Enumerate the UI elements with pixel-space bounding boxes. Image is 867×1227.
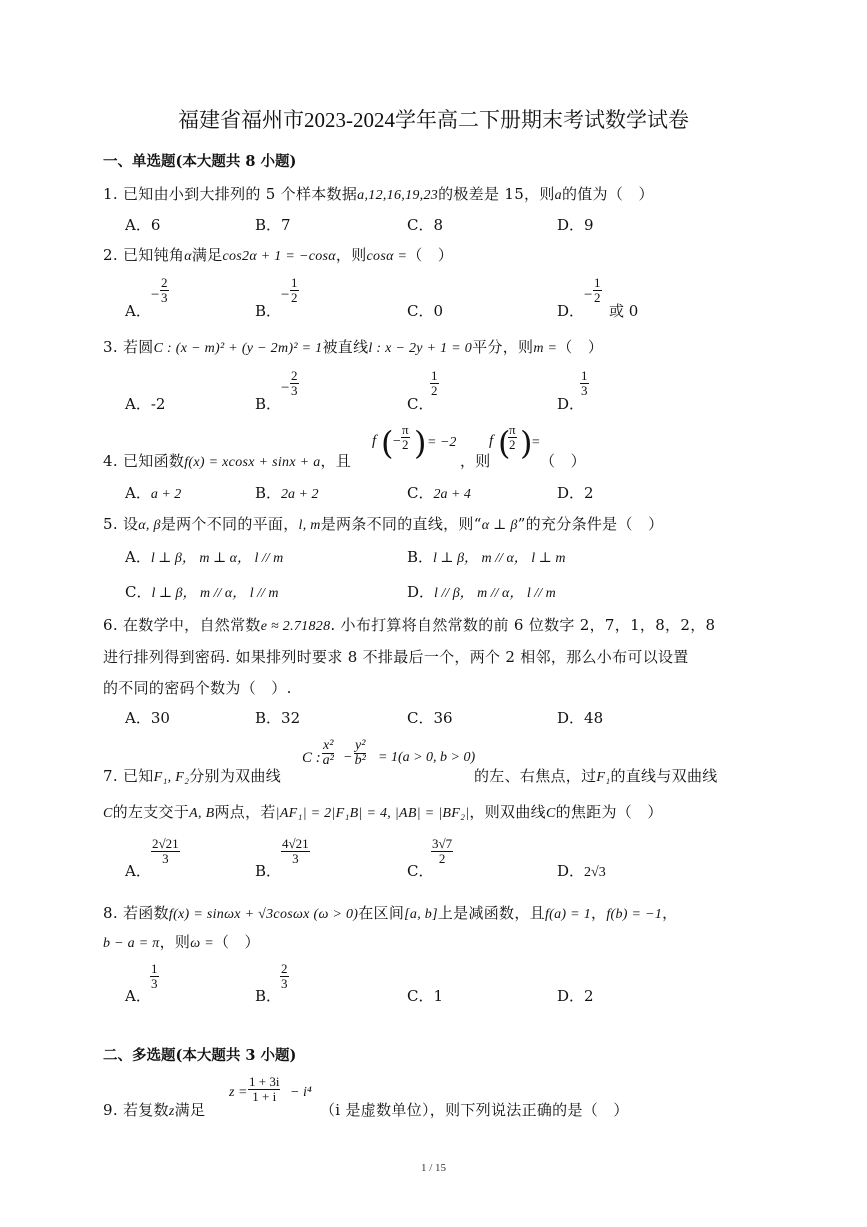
q7-option-d (557, 860, 606, 881)
question-3-line: l : x − 2y + 1 = 0 (368, 341, 473, 356)
fraction-numerator: x² (323, 738, 334, 753)
q8-option-b-fraction (280, 962, 289, 991)
fraction-denominator: 3 (162, 851, 169, 866)
question-2-stem: 2. 已知钝角 (103, 246, 185, 264)
q2-option-d-sign: − (583, 287, 594, 303)
question-9-var: z (168, 1104, 175, 1119)
option-value: l ⊥ β， m // α， l // m (151, 586, 279, 601)
q8-option-b-label: B． (255, 987, 282, 1005)
option-value: a + 2 (150, 487, 182, 502)
q1-option-d: D．9 (557, 216, 594, 234)
q6-option-d: D．48 (557, 709, 604, 727)
question-1-tail: 的极差是 15，则 (438, 185, 555, 203)
q4-option-d: D．2 (557, 484, 594, 502)
q4-option-c (407, 482, 471, 503)
q3-option-b-sign: − (280, 380, 291, 396)
question-7-text-b: 的左支交于 (112, 803, 190, 821)
fraction-denominator: a² (322, 753, 334, 768)
fraction-numerator: 1 + 3i (249, 1074, 280, 1089)
option-value: 2a + 2 (281, 487, 319, 502)
question-4-mid: ，且 (320, 452, 352, 470)
fraction-numerator: 2√21 (152, 836, 179, 851)
question-7-tail (474, 765, 718, 786)
question-8: 8. 若函数f(x) = sinωx + √3cosωx (ω > 0)在区间[a, b]上是减函数，且f(a) = 1，f(b) = −1， (103, 904, 678, 922)
question-8-comma: ， (591, 904, 607, 922)
fraction-numerator: 2 (281, 961, 288, 976)
fraction-numerator: 3√7 (432, 836, 453, 851)
question-8-fb: f(b) = −1 (606, 907, 663, 922)
q3-option-a: A．-2 (125, 395, 166, 413)
section-heading-single-choice: 一、单选题(本大题共 8 小题) (103, 153, 297, 170)
q4-cond-result: = −2 (427, 435, 457, 450)
question-7-end-1: 的直线与双曲线 (610, 767, 718, 785)
question-7-foci: F₁, F₂ (153, 770, 190, 785)
question-3-ask: m = (533, 341, 558, 356)
question-9-text: 9. 若复数 (103, 1101, 169, 1119)
q7-option-c-fraction (431, 837, 453, 866)
question-8-function: f(x) = sinωx + √3cosωx (ω > 0) (168, 907, 359, 922)
q3-option-c-fraction (430, 369, 439, 398)
q7-hyperbola-label: C : (302, 750, 321, 766)
q6-option-b: B．32 (255, 709, 301, 727)
question-2-end: （ ） (407, 246, 454, 264)
q3-option-d-fraction (580, 369, 589, 398)
question-7-tail-text: 的左、右焦点，过 (474, 767, 597, 785)
question-8-tail: 上是减函数，且 (437, 904, 545, 922)
q7-hyperbola-minus: − (343, 750, 353, 765)
fraction-denominator: 2 (431, 383, 438, 398)
q4-cond-paren-open: ( (381, 424, 394, 462)
option-value: l // β， m // α， l // m (434, 586, 556, 601)
question-5-condition: α ⊥ β (481, 518, 518, 533)
question-4-stem: 4. 已知函数 (103, 452, 185, 470)
q7-option-a-fraction (151, 837, 180, 866)
question-8-condition: b − a = π (103, 936, 160, 951)
question-2-mid: 满足 (191, 246, 223, 264)
q9-eq-left: z = (229, 1085, 248, 1100)
question-6-text-b: . 小布打算将自然常数的前 6 位数字 2，7，1，8，2，8 (330, 616, 716, 634)
q4-ask-equals: = (531, 435, 541, 450)
question-7-condition: |AF₁| = 2|F₁B| = 4, |AB| = |BF₂| (275, 806, 470, 821)
q1-option-c: C．8 (407, 216, 444, 234)
q4-ask-paren-open: ( (498, 424, 511, 462)
option-value: l ⊥ β， m ⊥ α， l // m (150, 551, 284, 566)
page-number: 1 / 15 (420, 1162, 447, 1174)
q4-cond-fraction (401, 423, 410, 452)
question-9-mid: 满足 (174, 1101, 206, 1119)
exam-title: 福建省福州市2023-2024学年高二下册期末考试数学试卷 (178, 108, 689, 132)
question-6-e-constant: e ≈ 2.71828 (260, 619, 331, 634)
question-4-function: f(x) = xcosx + sinx + a (184, 455, 321, 470)
q7-hyperbola-rhs: = 1(a > 0, b > 0) (378, 750, 476, 765)
fraction-denominator: 3 (292, 851, 299, 866)
question-3 (103, 336, 603, 357)
question-7-stem (103, 765, 281, 786)
fraction-denominator: 3 (151, 976, 158, 991)
option-label: D． (557, 862, 585, 880)
question-7-c-2: C (545, 806, 556, 821)
q1-option-a: A．6 (125, 216, 161, 234)
option-label: A． (125, 484, 151, 502)
q4-option-b (255, 482, 318, 503)
fraction-numerator: 2 (291, 368, 298, 383)
fraction-denominator: 2 (594, 290, 601, 305)
question-7-text-d: ，则双曲线 (469, 803, 546, 821)
question-5-lines: l, m (298, 518, 321, 533)
option-label: B． (407, 548, 434, 566)
question-6-line-2: 进行排列得到密码. 如果排列时要求 8 不排最后一个，两个 2 相邻，那么小布可以设置 (103, 648, 689, 666)
fraction-numerator: 1 (151, 961, 158, 976)
q9-eq-right: − i⁴ (290, 1085, 312, 1100)
fraction-denominator: 3 (581, 383, 588, 398)
question-8-stem: 8. 若函数 (103, 904, 169, 922)
question-9-tail: （i 是虚数单位），则下列说法正确的是（ ） (320, 1101, 629, 1119)
q3-option-b-label: B． (255, 395, 282, 413)
q5-option-b (407, 546, 565, 567)
question-2-tail: ，则 (335, 246, 367, 264)
fraction-numerator: π (509, 422, 516, 437)
question-8-line-2 (103, 931, 260, 952)
question-1-math: a,12,16,19,23 (357, 188, 439, 203)
question-5-planes: α, β (138, 518, 161, 533)
question-5-mid: 是两个不同的平面， (160, 515, 299, 533)
question-2-var: α (184, 249, 192, 264)
q4-option-a (125, 482, 181, 503)
question-1-stem: 1. 已知由小到大排列的 5 个样本数据 (103, 185, 358, 203)
question-3-circle: C : (x − m)² + (y − 2m)² = 1 (153, 341, 323, 356)
q4-cond-minus: − (392, 434, 402, 449)
question-9-stem (103, 1099, 205, 1120)
fraction-denominator: 2 (291, 290, 298, 305)
question-7-points: A, B (189, 806, 215, 821)
question-7-text: 7. 已知 (103, 767, 154, 785)
option-value: l ⊥ β， m // α， l ⊥ m (433, 551, 566, 566)
q4-ask-fraction (508, 423, 517, 452)
question-7-line-2 (103, 801, 663, 822)
q7-hyperbola-x-fraction (322, 739, 334, 768)
question-5 (103, 513, 663, 534)
q4-cond-f: f (372, 433, 377, 449)
fraction-denominator: 3 (281, 976, 288, 991)
question-1-var: a (554, 188, 562, 203)
q2-option-b-fraction (290, 276, 299, 305)
fraction-denominator: 2 (438, 851, 446, 866)
q8-option-d: D．2 (557, 987, 594, 1005)
question-3-end: （ ） (557, 338, 604, 356)
q4-tail: ，则 (460, 452, 491, 470)
question-2-ask: cosα = (366, 249, 408, 264)
q6-option-a: A．30 (125, 709, 170, 727)
q4-end: （ ） (540, 452, 586, 470)
fraction-numerator: 1 (431, 368, 438, 383)
q7-hyperbola-y-fraction (354, 739, 366, 768)
option-value: 2√3 (584, 865, 606, 880)
section-heading-multiple-choice: 二、多选题(本大题共 3 小题) (103, 1047, 297, 1064)
fraction-numerator: π (402, 422, 409, 437)
q7-option-b-label: B． (255, 862, 282, 880)
q6-option-c: C．36 (407, 709, 453, 727)
option-label: A． (125, 548, 151, 566)
fraction-numerator: y² (355, 738, 366, 753)
q9-fraction (248, 1075, 280, 1104)
q4-ask-paren-close: ) (520, 424, 533, 462)
question-7-mid: 分别为双曲线 (189, 767, 282, 785)
q3-option-d-label: D． (557, 395, 585, 413)
q8-option-c: C．1 (407, 987, 444, 1005)
q2-option-a-fraction (160, 276, 169, 305)
question-8-end: （ ） (213, 933, 260, 951)
q5-option-c (125, 581, 279, 602)
q3-option-b-fraction (290, 369, 299, 398)
q2-option-d-fraction (593, 276, 602, 305)
q4-ask-f: f (489, 433, 494, 449)
q2-option-b-sign: − (280, 287, 291, 303)
fraction-numerator: 4√21 (282, 836, 309, 851)
fraction-denominator: b² (354, 753, 366, 768)
question-4-stem-line (103, 450, 351, 471)
q5-option-a (125, 546, 283, 567)
question-6-line-3: 的不同的密码个数为（ ）. (103, 679, 292, 697)
fraction-numerator: 1 (291, 275, 298, 290)
question-3-mid: 被直线 (322, 338, 369, 356)
question-8-text: ，则 (159, 933, 191, 951)
option-label: D． (407, 583, 435, 601)
option-label: C． (407, 484, 434, 502)
question-5-mid2: 是两条不同的直线，则“ (320, 515, 482, 533)
q1-option-b: B．7 (255, 216, 291, 234)
q2-option-a-sign: − (150, 287, 161, 303)
question-6-line-1 (103, 614, 715, 635)
q4-cond-paren-close: ) (414, 424, 427, 462)
question-7-text-f: 的焦距为（ ） (555, 803, 663, 821)
question-8-interval: [a, b] (404, 907, 438, 922)
question-7-f1: F₁ (596, 770, 611, 785)
question-5-end: ”的充分条件是（ ） (517, 515, 664, 533)
q5-option-d (407, 581, 556, 602)
fraction-denominator: 2 (402, 437, 409, 452)
question-3-stem: 3. 若圆 (103, 338, 154, 356)
q8-option-a-label: A． (125, 987, 151, 1005)
question-6-text-a: 6. 在数学中，自然常数 (103, 616, 261, 634)
fraction-denominator: 1 + i (252, 1089, 277, 1104)
question-3-tail: 平分，则 (472, 338, 534, 356)
q7-option-a-label: A． (125, 862, 151, 880)
question-8-fa: f(a) = 1 (544, 907, 592, 922)
question-8-mid: 在区间 (358, 904, 405, 922)
q7-option-b-fraction (281, 837, 310, 866)
fraction-numerator: 1 (594, 275, 601, 290)
question-8-ask: ω = (190, 936, 214, 951)
q3-option-c-label: C． (407, 395, 434, 413)
fraction-denominator: 3 (291, 383, 298, 398)
q2-option-d-label: D． (557, 302, 585, 320)
fraction-numerator: 1 (581, 368, 588, 383)
question-2 (103, 244, 453, 265)
option-value: 2a + 4 (433, 487, 471, 502)
question-5-stem: 5. 设 (103, 515, 139, 533)
q2-option-a-label: A． (125, 302, 151, 320)
fraction-denominator: 2 (509, 437, 516, 452)
question-1-end: 的值为（ ） (561, 185, 654, 203)
fraction-numerator: 2 (161, 275, 168, 290)
question-7-c: C (103, 806, 113, 821)
q2-option-b-label: B． (255, 302, 282, 320)
question-7-text-c: 两点，若 (214, 803, 276, 821)
question-1 (103, 183, 654, 204)
option-label: B． (255, 484, 282, 502)
option-label: C． (125, 583, 152, 601)
fraction-denominator: 3 (161, 290, 168, 305)
q2-option-d-tail: 或 0 (609, 302, 639, 320)
q2-option-c: C．0 (407, 302, 444, 320)
q7-option-c-label: C． (407, 862, 434, 880)
q8-option-a-fraction (150, 962, 159, 991)
question-2-equation: cos2α + 1 = −cosα (222, 249, 336, 264)
